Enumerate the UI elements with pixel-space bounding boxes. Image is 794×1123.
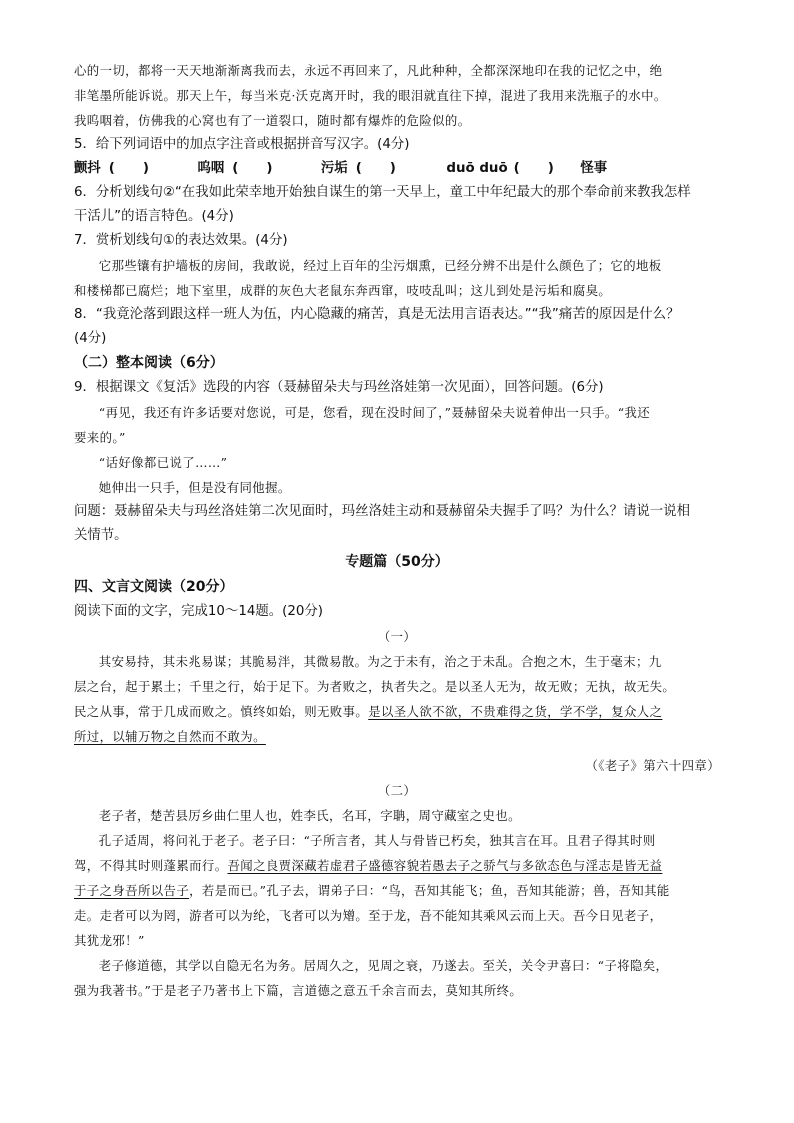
question-9-prompt: 问题：聂赫留朵夫与玛丝洛娃第二次见面时，玛丝洛娃主动和聂赫留朵夫握手了吗？为什么？请说一说相 — [74, 504, 690, 519]
passage-line: 心的一切，都将一天天地渐渐离我而去，永远不再回来了，凡此种种，全都深深地印在我的记忆之中，绝 — [74, 63, 663, 78]
underlined-sentence: 吾闻之良贾深藏若虚君子盛德容貌若愚去子之骄气与多欲态色与淫志是皆无益 — [227, 858, 663, 873]
quoted-sentence-cont: 和楼梯都已腐烂；地下室里，成群的灰色大老鼠东奔西窜，吱吱乱叫；这儿到处是污垢和腐臭。 — [74, 283, 612, 298]
novel-excerpt: 她伸出一只手，但是没有同他握。 — [98, 480, 291, 495]
classical-text: 老子者，楚苦县厉乡曲仁里人也，姓李氏，名耳，字聃，周守藏室之史也。 — [98, 808, 521, 823]
question-6: 6．分析划线句②“在我如此荣幸地开始独自谋生的第一天早上，童工中年纪最大的那个奉命前来教我怎样 — [74, 185, 691, 200]
section-heading: 四、文言文阅读（20分） — [74, 579, 234, 595]
vocab-word: 呜咽 — [197, 161, 225, 176]
novel-excerpt: “话好像都已说了……” — [98, 455, 228, 470]
special-section-title: 专题篇（50分） — [345, 554, 449, 570]
classical-text: 其犹龙邪！” — [74, 933, 145, 948]
classical-text: 层之台，起于累土；千里之行，始于足下。为者败之，执者失之。是以圣人无为，故无败；无执，故无失。 — [74, 679, 676, 694]
vocab-blank[interactable]: ( ) — [355, 161, 396, 176]
vocab-blank[interactable]: ( ) — [513, 161, 554, 176]
underlined-sentence: 于子之身吾所以告子 — [74, 883, 190, 898]
classical-text — [74, 699, 720, 724]
vocab-blank[interactable]: ( ) — [108, 161, 149, 176]
question-6-cont: 干活儿”的语言特色。(4分) — [74, 209, 234, 224]
classical-text — [74, 724, 720, 749]
quoted-sentence: 它那些镶有护墙板的房间，我敢说，经过上百年的尘污烟熏，已经分辨不出是什么颜色了；它的地板 — [98, 258, 662, 273]
classical-text — [74, 853, 720, 878]
vocab-word: 污垢 — [320, 161, 348, 176]
vocab-word: 怪事 — [580, 161, 608, 176]
part-label: （一） — [377, 629, 417, 644]
vocab-row — [74, 157, 720, 181]
classical-text: 孔子适周，将问礼于老子。老子曰：“子所言者，其人与骨皆已朽矣，独其言在耳。且君子得其时则 — [98, 833, 656, 848]
underlined-sentence: 是以圣人欲不欲，不贵难得之货，学不学，复众人之 — [368, 704, 663, 719]
vocab-blank[interactable]: ( ) — [232, 161, 273, 176]
classical-text: 老子修道德，其学以自隐无名为务。居周久之，见周之衰，乃遂去。至关，关令尹喜曰：“子将隐矣， — [98, 958, 669, 973]
passage-line: 我呜咽着，仿佛我的心窝也有了一道裂口，随时都有爆炸的危险似的。 — [74, 113, 471, 128]
reading-instruction: 阅读下面的文字，完成10～14题。(20分) — [74, 604, 324, 619]
classical-text: 强为我著书。”于是老子乃著书上下篇，言道德之意五千余言而去，莫知其所终。 — [74, 983, 523, 998]
passage-line: 非笔墨所能诉说。那天上午，每当米克·沃克离开时，我的眼泪就直往下掉，混进了我用来洗瓶子的水中。 — [74, 88, 667, 103]
classical-text-plain: 驾，不得其时则蓬累而行。 — [74, 858, 228, 873]
question-5: 5．给下列词语中的加点字注音或根据拼音写汉字。(4分) — [74, 137, 410, 152]
question-9-prompt-cont: 关情节。 — [74, 528, 128, 543]
vocab-word: 颤抖 — [74, 161, 101, 176]
classical-text: 走。走者可以为罔，游者可以为纶，飞者可以为矰。至于龙，吾不能知其乘风云而上天。吾今日见老子， — [74, 908, 663, 923]
part-label: （二） — [377, 783, 417, 798]
novel-excerpt: 要来的。” — [74, 430, 126, 445]
classical-text: 其安易持，其未兆易谋；其脆易泮，其微易散。为之于未有，治之于未乱。合抱之木，生于毫末；九 — [98, 654, 662, 669]
underlined-sentence: 所过，以辅万物之自然而不敢为。 — [74, 729, 266, 744]
question-8-cont: (4分) — [74, 331, 107, 346]
vocab-word: duō duō — [446, 161, 508, 176]
question-7: 7．赏析划线句①的表达效果。(4分) — [74, 233, 288, 248]
novel-excerpt: “再见，我还有许多话要对您说，可是，您看，现在没时间了，”聂赫留朵夫说着伸出一只手。“我还 — [98, 405, 651, 420]
classical-text — [74, 878, 720, 903]
question-8: 8．“我竟沦落到跟这样一班人为伍，内心隐藏的痛苦，真是无法用言语表达。”“我”痛苦的原因是什么？ — [74, 307, 680, 322]
question-9: 9．根据课文《复活》选段的内容（聂赫留朵夫与玛丝洛娃第一次见面），回答问题。(6分) — [74, 380, 604, 395]
source-citation: （《老子》第六十四章） — [585, 758, 720, 773]
classical-text-plain: 民之从事，常于几成而败之。慎终如始，则无败事。 — [74, 704, 369, 719]
classical-text-plain: ，若是而已。”孔子去，谓弟子曰：“鸟，吾知其能飞；鱼，吾知其能游；兽，吾知其能 — [189, 883, 670, 898]
section-heading: （二）整本阅读（6分） — [74, 355, 224, 371]
